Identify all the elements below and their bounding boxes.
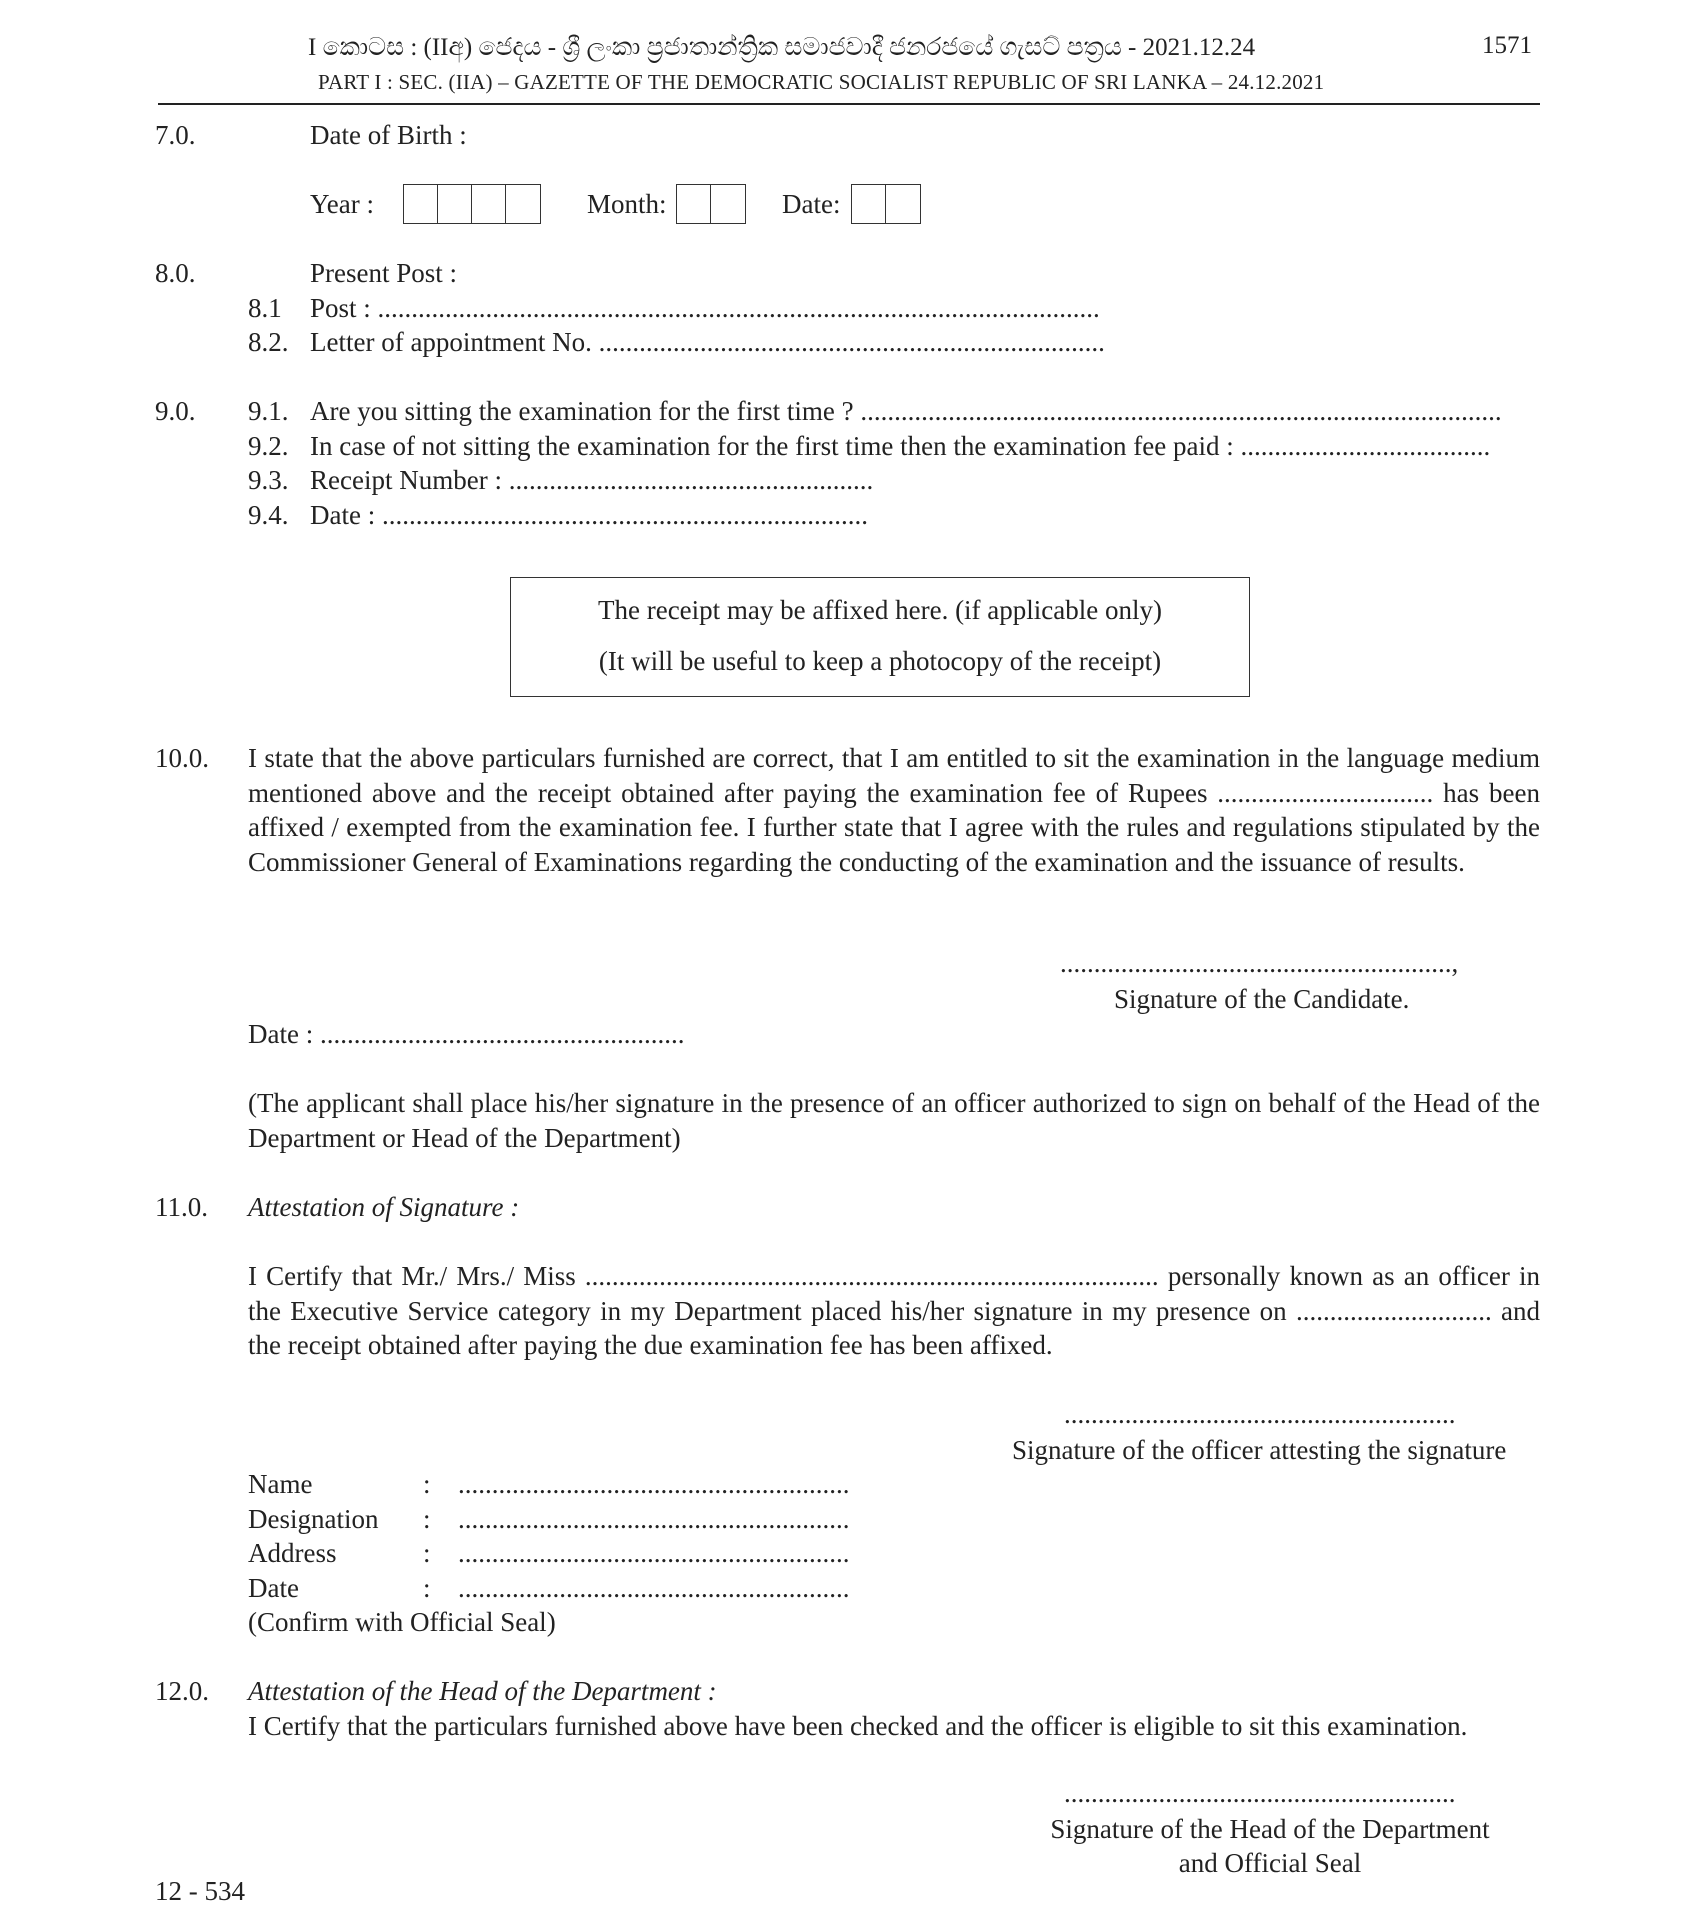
- year-box[interactable]: [404, 185, 438, 223]
- address-label: Address: [248, 1538, 337, 1568]
- month-boxes[interactable]: [676, 184, 746, 224]
- s9-2-number: 9.2.: [248, 431, 289, 461]
- s12-number: 12.0.: [155, 1676, 209, 1706]
- s9-1-number: 9.1.: [248, 396, 289, 426]
- first-time-field[interactable]: Are you sitting the examination for the first time ? ...............................................................................................: [310, 396, 1502, 426]
- candidate-signature-line[interactable]: ..........................................................,: [1060, 948, 1459, 978]
- designation-colon: :: [423, 1504, 431, 1534]
- s10-note: (The applicant shall place his/her signature in the presence of an officer authorized to sign on behalf of the Head of the Department or Head of the Department): [248, 1088, 1540, 1153]
- declaration-date-field[interactable]: Date : ......................................................: [248, 1019, 685, 1049]
- s8-2-number: 8.2.: [248, 327, 289, 357]
- date-box[interactable]: [852, 185, 886, 223]
- receipt-box-line1: The receipt may be affixed here. (if applicable only): [598, 595, 1162, 625]
- year-boxes[interactable]: [403, 184, 541, 224]
- officer-signature-label: Signature of the officer attesting the signature: [1012, 1435, 1507, 1465]
- date-boxes[interactable]: [851, 184, 921, 224]
- page-number: 1571: [1482, 32, 1532, 59]
- officer-signature-line[interactable]: ..........................................................: [1064, 1399, 1456, 1429]
- post-field[interactable]: Post : ...........................................................................................................: [310, 293, 1100, 323]
- date-box[interactable]: [886, 185, 920, 223]
- address-colon: :: [423, 1538, 431, 1568]
- fee-paid-field[interactable]: In case of not sitting the examination for the first time then the examination fee paid : .....................................: [310, 431, 1491, 461]
- s9-3-number: 9.3.: [248, 465, 289, 495]
- date-label: Date:: [782, 189, 841, 219]
- month-label: Month:: [587, 189, 667, 219]
- year-label: Year :: [310, 189, 375, 219]
- name-label: Name: [248, 1469, 313, 1499]
- s10-number: 10.0.: [155, 743, 209, 773]
- receipt-date-field[interactable]: Date : ........................................................................: [310, 500, 868, 530]
- receipt-box: [510, 577, 1250, 697]
- s12-certification: I Certify that the particulars furnished above have been checked and the officer is eligible to sit this examination.: [248, 1711, 1468, 1741]
- candidate-signature-label: Signature of the Candidate.: [1114, 984, 1410, 1014]
- s10-declaration: I state that the above particulars furnished are correct, that I am entitled to sit the examination in the language medium mentioned above and the receipt obtained after paying the examination fee of Rupees ................................ has been affixed / exempted from the examination fee. I further state that I agree with the rules and regulations stipulated by the Commissioner General of Examinations regarding the conducting of the examination and the issuance of results.: [248, 743, 1540, 877]
- name-field[interactable]: ..........................................................: [458, 1469, 850, 1499]
- appointment-letter-field[interactable]: Letter of appointment No. ...........................................................................: [310, 327, 1105, 357]
- s11-number: 11.0.: [155, 1192, 208, 1222]
- year-box[interactable]: [438, 185, 472, 223]
- designation-label: Designation: [248, 1504, 379, 1534]
- s12-title: [248, 1674, 717, 1708]
- address-field[interactable]: ..........................................................: [458, 1538, 850, 1568]
- s9-number: 9.0.: [155, 396, 196, 426]
- month-box[interactable]: [677, 185, 711, 223]
- s11-title-text: Attestation of Signature :: [248, 1192, 520, 1222]
- attest-date-field[interactable]: ..........................................................: [458, 1573, 850, 1603]
- s12-title-text: Attestation of the Head of the Department :: [248, 1676, 717, 1706]
- head-signature-line[interactable]: ..........................................................: [1064, 1778, 1456, 1808]
- footer-code: 12 - 534: [155, 1876, 245, 1906]
- head-signature-label-1: Signature of the Head of the Department: [1050, 1814, 1490, 1844]
- head-signature-label-2: and Official Seal: [1178, 1848, 1362, 1878]
- s11-title: [248, 1190, 519, 1224]
- receipt-box-line2: (It will be useful to keep a photocopy of the receipt): [598, 646, 1162, 676]
- s11-certification: I Certify that Mr./ Mrs./ Miss ..................................................................................... personally known as an officer in the Executive Service category in my Department placed his/her signature in my presence on ............................. and the receipt obtained after paying the due examination fee has been affixed.: [248, 1261, 1540, 1360]
- attest-date-colon: :: [423, 1573, 431, 1603]
- s9-4-number: 9.4.: [248, 500, 289, 530]
- s8-1-number: 8.1: [248, 293, 282, 323]
- s7-number: 7.0.: [155, 120, 196, 150]
- s8-number: 8.0.: [155, 258, 196, 288]
- attest-date-label: Date: [248, 1573, 299, 1603]
- s8-label: Present Post :: [310, 258, 458, 288]
- name-colon: :: [423, 1469, 431, 1499]
- header-rule: [158, 103, 1540, 105]
- header-english: PART I : SEC. (IIA) – GAZETTE OF THE DEMOCRATIC SOCIALIST REPUBLIC OF SRI LANKA – 24.12.2021: [318, 70, 1325, 94]
- year-box[interactable]: [472, 185, 506, 223]
- year-box[interactable]: [506, 185, 540, 223]
- header-sinhala: I කොටස : (IIඅ) ජෙදය - ශ්‍රී ලංකා ප්‍රජාතාන්ත්‍රික සමාජවාදී ජනරජයේ ගැසට් පත්‍රය - 2021.12.24: [308, 34, 1256, 61]
- month-box[interactable]: [711, 185, 745, 223]
- s7-label: Date of Birth :: [310, 120, 467, 150]
- designation-field[interactable]: ..........................................................: [458, 1504, 850, 1534]
- receipt-number-field[interactable]: Receipt Number : ......................................................: [310, 465, 874, 495]
- seal-note: (Confirm with Official Seal): [248, 1607, 556, 1637]
